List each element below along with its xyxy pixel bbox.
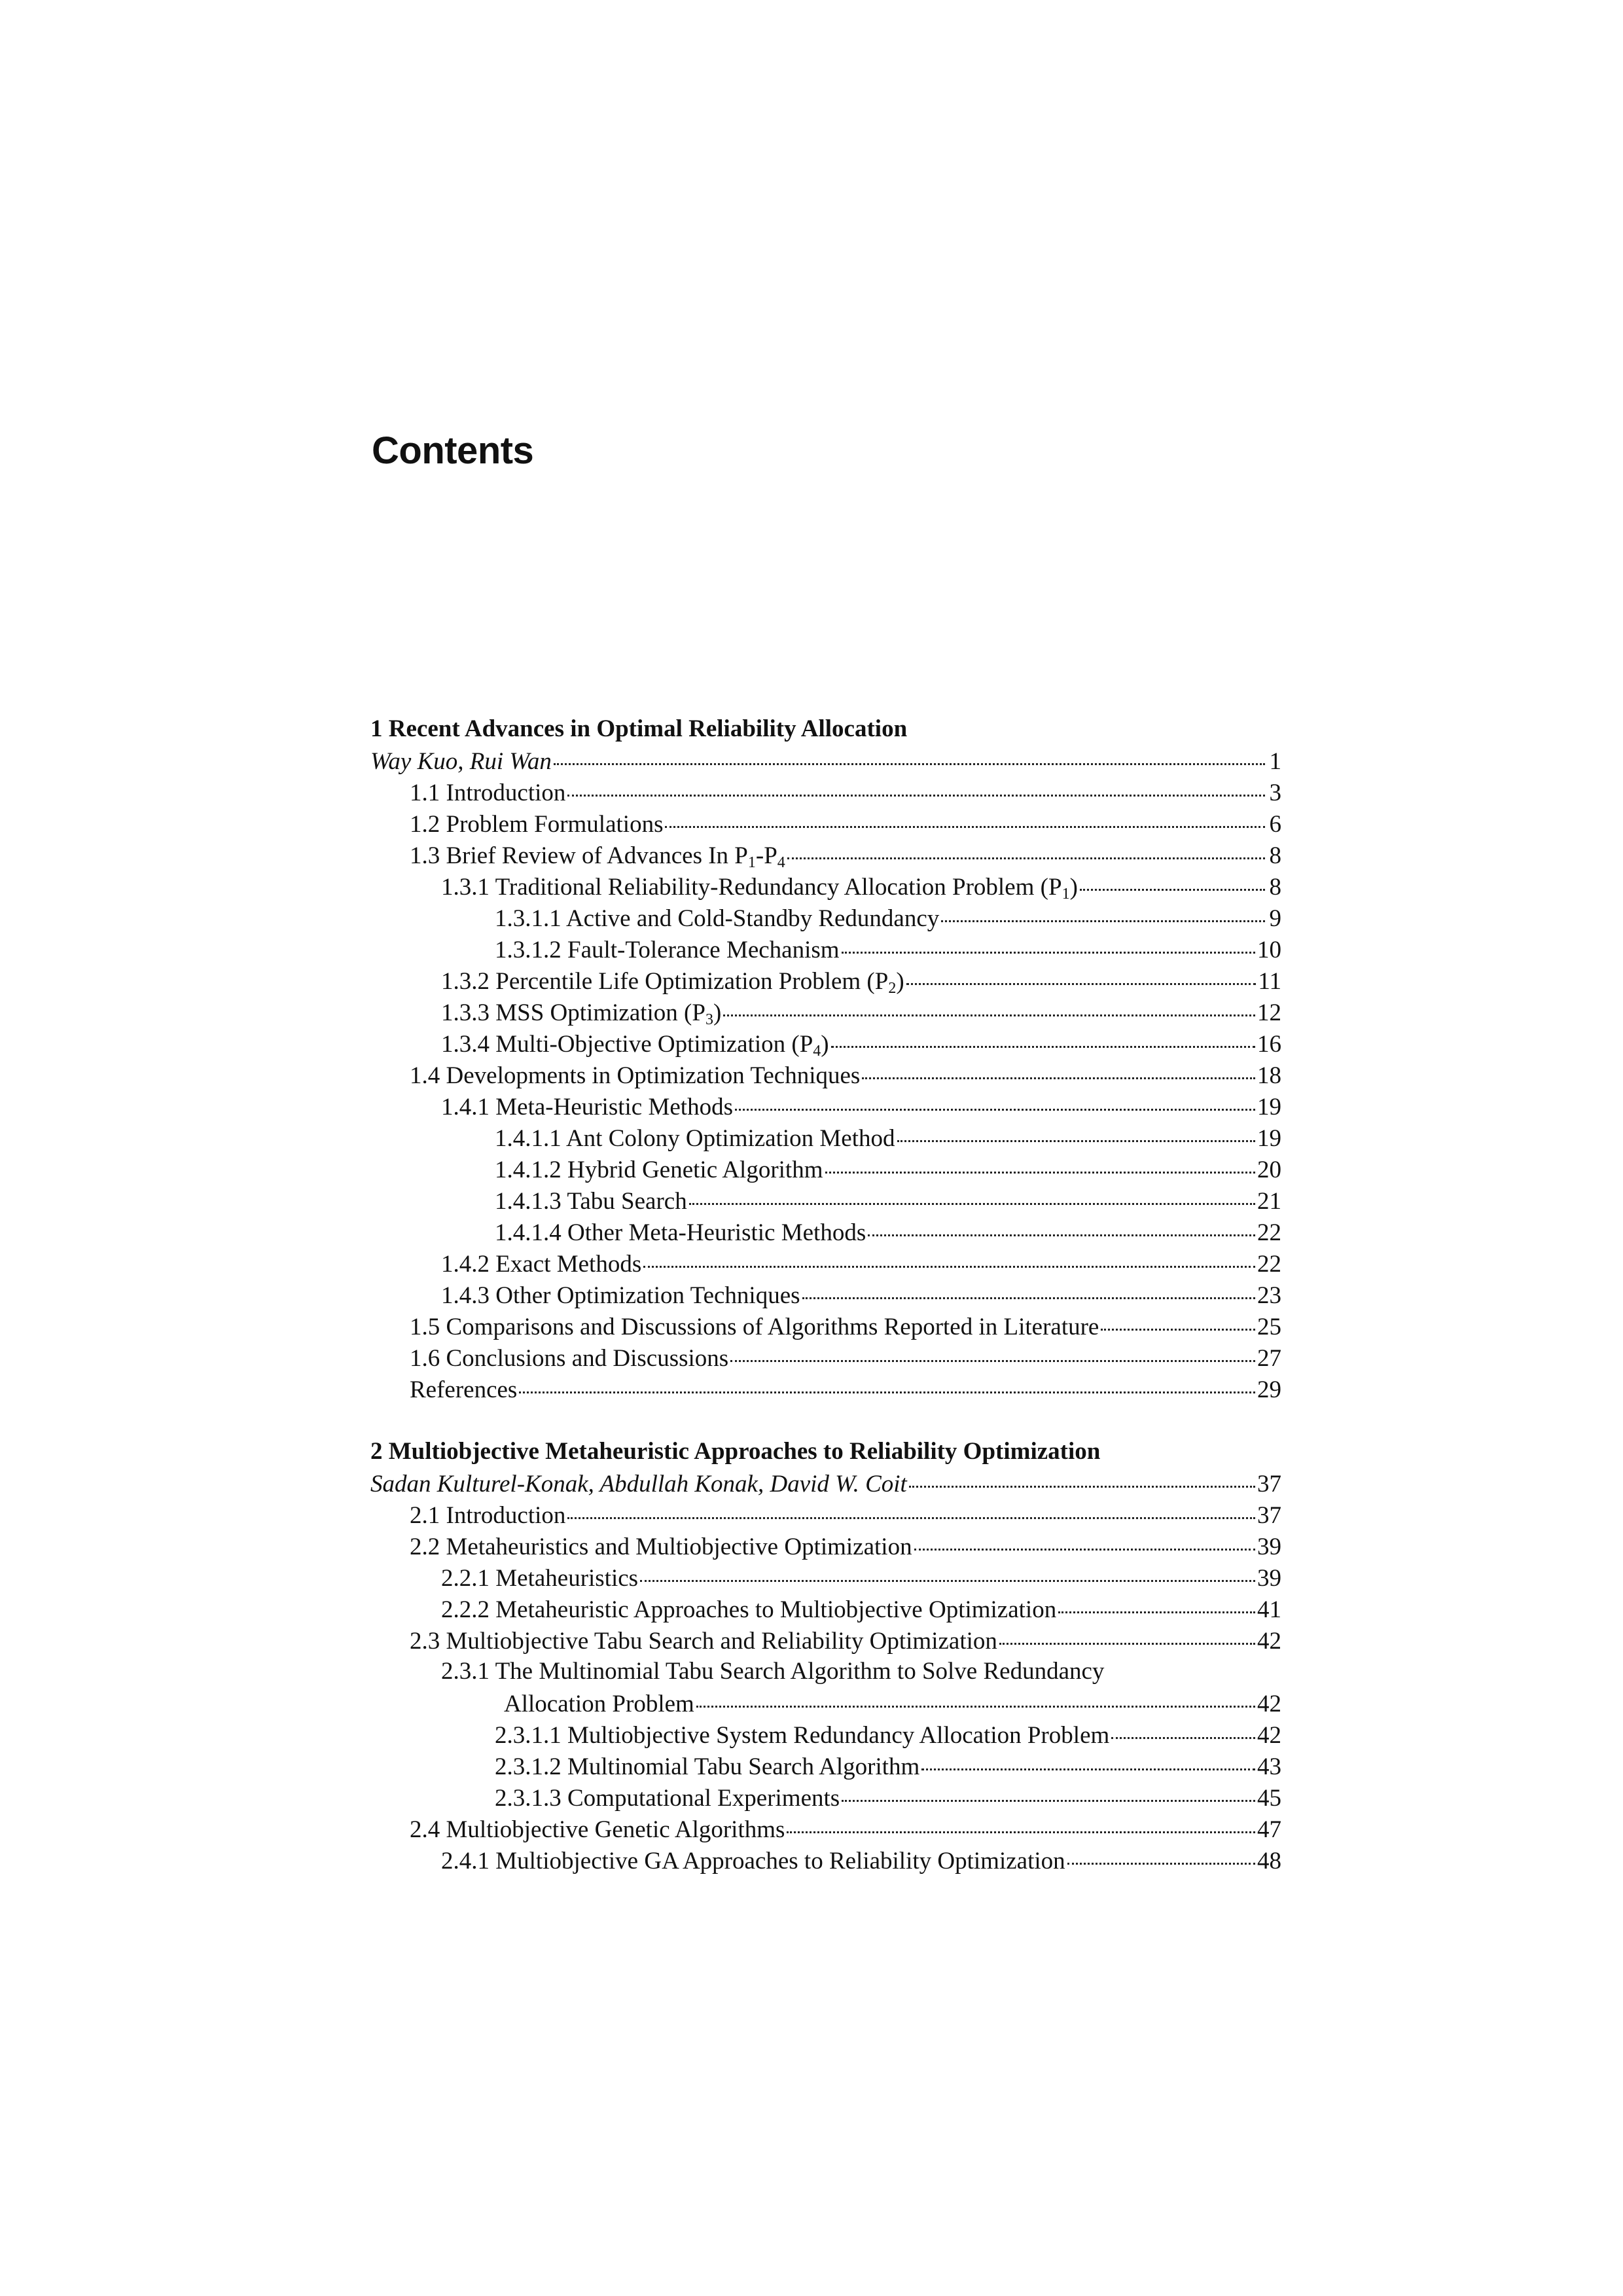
page-number: 3 [1269,780,1281,806]
dot-leader [554,746,1265,770]
toc-entry[interactable] [370,1185,1281,1216]
dot-leader [914,1532,1255,1556]
chapter-title: 2 Multiobjective Metaheuristic Approaches to Reliability Optimization [370,1438,1101,1465]
page-number: 39 [1257,1565,1281,1592]
dot-leader [519,1374,1255,1399]
page-number: 42 [1257,1722,1281,1749]
entry-label: Allocation Problem [504,1691,694,1717]
page-number: 22 [1257,1219,1281,1246]
entry-label: 2.2 Metaheuristics and Multiobjective Optimization [410,1534,912,1560]
page-number: 8 [1269,842,1281,869]
entry-label: 2.4 Multiobjective Genetic Algorithms [410,1816,785,1843]
dot-leader [909,1469,1255,1493]
dot-leader [689,1186,1255,1210]
table-of-contents [370,713,1281,1907]
entry-label: 1.3.3 MSS Optimization $(P_3)$ [441,999,722,1028]
toc-entry[interactable] [370,1844,1281,1876]
toc-entry[interactable] [370,1624,1281,1656]
toc-entry-authors[interactable] [370,745,1281,776]
chapter-title: 1 Recent Advances in Optimal Reliability Allocation [370,715,908,742]
chapter-1 [370,713,1281,1405]
entry-label: 1.4.1.1 Ant Colony Optimization Method [495,1125,895,1152]
entry-label: 1.3.1.1 Active and Cold-Standby Redundancy [495,905,940,932]
entry-label: 2.1 Introduction [410,1502,566,1529]
page-number: 27 [1257,1345,1281,1372]
toc-entry[interactable] [370,1499,1281,1530]
toc-entry[interactable] [370,1782,1281,1813]
page-number: 12 [1257,999,1281,1026]
entry-label: 1.4.1.3 Tabu Search [495,1188,687,1215]
toc-entry[interactable] [370,1310,1281,1342]
toc-entry[interactable] [370,1373,1281,1405]
toc-entry[interactable] [370,839,1281,870]
page-number: 23 [1257,1282,1281,1309]
page-number: 41 [1257,1596,1281,1623]
toc-entry-authors[interactable] [370,1467,1281,1499]
entry-label: 2.2.1 Metaheuristics [441,1565,639,1592]
entry-label: 1.1 Introduction [410,780,566,806]
page-number: 39 [1257,1534,1281,1560]
entry-label: 1.4.1.2 Hybrid Genetic Algorithm [495,1157,823,1183]
dot-leader [862,1060,1255,1085]
entry-label: 2.3 Multiobjective Tabu Search and Reliability Optimization [410,1628,997,1655]
dot-leader [831,1029,1255,1053]
page-number: 19 [1257,1125,1281,1152]
dot-leader [1101,1312,1255,1336]
toc-entry[interactable] [370,1028,1281,1059]
dot-leader [730,1343,1255,1367]
page-number: 43 [1257,1753,1281,1780]
entry-label: 1.4 Developments in Optimization Techniques [410,1062,861,1089]
page-number: 48 [1257,1848,1281,1874]
dot-leader [842,1783,1255,1807]
entry-label: 1.4.1 Meta-Heuristic Methods [441,1094,733,1121]
dot-leader [643,1249,1255,1273]
dot-leader [999,1626,1255,1650]
dot-leader [1111,1720,1255,1744]
dot-leader [665,809,1265,833]
page-number: 1 [1269,748,1281,775]
toc-entry[interactable] [370,1153,1281,1185]
page-number: 21 [1257,1188,1281,1215]
page-number: 11 [1258,968,1281,995]
toc-entry[interactable] [370,1216,1281,1247]
page-number: 22 [1257,1251,1281,1278]
dot-leader [787,1814,1255,1839]
dot-leader [825,1155,1256,1179]
page-number: 29 [1257,1376,1281,1403]
entry-label: 2.3.1.3 Computational Experiments [495,1785,840,1812]
toc-entry[interactable] [370,1750,1281,1782]
dot-leader [906,966,1257,990]
entry-label: 1.3.4 Multi-Objective Optimization $(P_4)$ [441,1031,829,1060]
toc-entry[interactable] [370,1122,1281,1153]
entry-label: 1.3.2 Percentile Life Optimization Problem $(P_2)$ [441,968,904,997]
entry-label: 1.4.1.4 Other Meta-Heuristic Methods [495,1219,866,1246]
toc-entry[interactable] [370,1279,1281,1310]
dot-leader [567,1500,1255,1524]
page-number: 37 [1257,1502,1281,1529]
toc-entry[interactable] [370,870,1281,902]
toc-entry[interactable] [370,1530,1281,1562]
entry-label: 2.4.1 Multiobjective GA Approaches to Reliability Optimization [441,1848,1065,1874]
dot-leader [787,840,1265,865]
dot-leader [868,1217,1255,1242]
authors: Way Kuo, Rui Wan [370,748,552,775]
entry-label: 1.4.3 Other Optimization Techniques [441,1282,800,1309]
toc-entry[interactable] [370,1342,1281,1373]
toc-entry[interactable] [370,1813,1281,1844]
entry-label: 1.4.2 Exact Methods [441,1251,642,1278]
dot-leader [1058,1594,1255,1619]
dot-leader [921,1751,1255,1776]
toc-entry[interactable] [370,965,1281,996]
dot-leader [941,903,1265,927]
entry-label: 1.3.1.2 Fault-Tolerance Mechanism [495,937,840,963]
toc-entry[interactable] [370,1687,1281,1719]
chapter-2 [370,1436,1281,1876]
page-number: 37 [1257,1471,1281,1498]
page-number: 42 [1257,1691,1281,1717]
dot-leader [735,1092,1255,1116]
toc-entry[interactable] [370,996,1281,1028]
page-number: 25 [1257,1314,1281,1340]
page-title: Contents [372,429,534,472]
page-number: 47 [1257,1816,1281,1843]
entry-label: 2.3.1.2 Multinomial Tabu Search Algorithm [495,1753,920,1780]
page-number: 42 [1257,1628,1281,1655]
entry-label: 2.3.1.1 Multiobjective System Redundancy Allocation Problem [495,1722,1110,1749]
page-number: 9 [1269,905,1281,932]
toc-entry[interactable] [370,1090,1281,1122]
dot-leader [1067,1846,1255,1870]
page-number: 8 [1269,874,1281,901]
entry-label: 2.2.2 Metaheuristic Approaches to Multiobjective Optimization [441,1596,1057,1623]
toc-entry[interactable] [370,933,1281,965]
toc-entry[interactable] [370,1593,1281,1624]
page-number: 18 [1257,1062,1281,1089]
page-number: 6 [1269,811,1281,838]
entry-label: 1.2 Problem Formulations [410,811,664,838]
page-number: 10 [1257,937,1281,963]
dot-leader [696,1689,1255,1713]
toc-entry[interactable] [370,1247,1281,1279]
toc-entry[interactable] [370,902,1281,933]
dot-leader [567,778,1265,802]
dot-leader [802,1280,1255,1304]
toc-entry[interactable] [370,1562,1281,1593]
entry-label: 2.3.1 The Multinomial Tabu Search Algorithm to Solve Redundancy [441,1658,1105,1685]
page-number: 20 [1257,1157,1281,1183]
toc-entry[interactable] [370,1059,1281,1090]
dot-leader [897,1123,1255,1147]
entry-label: 1.6 Conclusions and Discussions [410,1345,729,1372]
dot-leader [723,997,1255,1022]
entry-label: References [410,1376,518,1403]
toc-entry[interactable] [370,808,1281,839]
entry-label: 1.3.1 Traditional Reliability-Redundancy Allocation Problem $(P_1)$ [441,874,1078,903]
dot-leader [842,935,1255,959]
toc-entry-heading[interactable] [370,1656,1281,1687]
entry-label: 1.5 Comparisons and Discussions of Algorithms Reported in Literature [410,1314,1099,1340]
page-number: 45 [1257,1785,1281,1812]
authors: Sadan Kulturel-Konak, Abdullah Konak, David W. Coit [370,1471,907,1498]
dot-leader [640,1563,1255,1587]
page-number: 16 [1257,1031,1281,1058]
page-number: 19 [1257,1094,1281,1121]
toc-entry[interactable] [370,776,1281,808]
toc-entry[interactable] [370,1719,1281,1750]
dot-leader [1080,872,1265,896]
entry-label: 1.3 Brief Review of Advances In $P_1-P_4$ [410,842,785,871]
